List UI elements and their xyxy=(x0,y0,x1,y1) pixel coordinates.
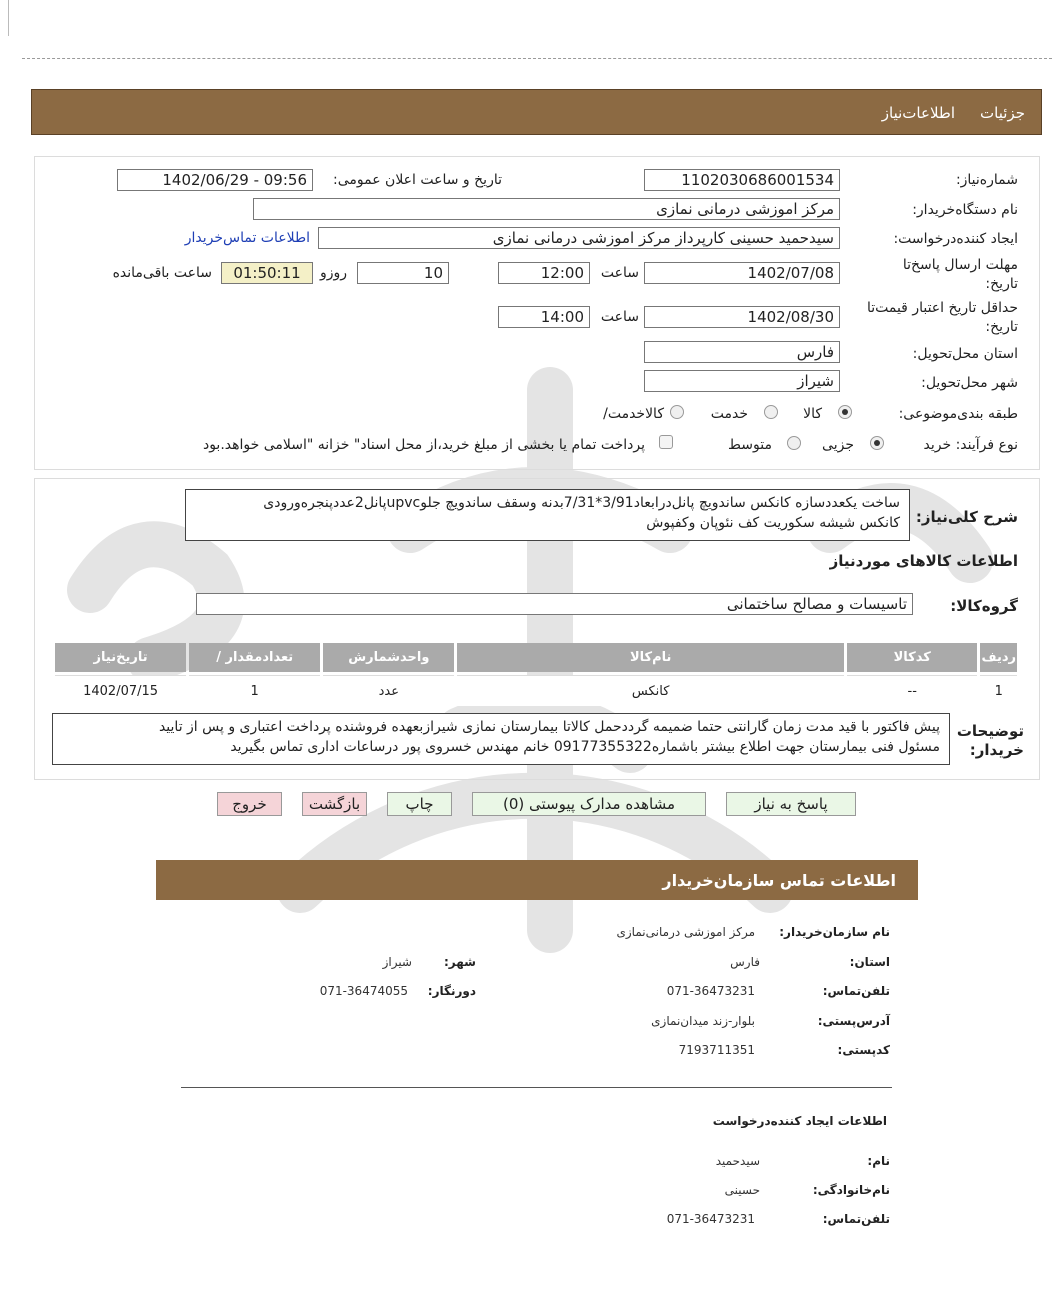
contact-divider xyxy=(181,1087,892,1088)
tab-details[interactable]: جزئیات xyxy=(980,104,1025,122)
buyer-notes-label-1: توضیحات xyxy=(956,722,1024,740)
col-quantity: تعدادمقدار / xyxy=(189,643,320,672)
cell-need-date: 1402/07/15 xyxy=(55,675,186,706)
summary-line-2: کانکس شیشه سکوریت کف نئوپان وکفپوش xyxy=(646,515,900,531)
contact-postal-label: کدپستی: xyxy=(837,1043,890,1057)
announce-label: تاریخ و ساعت اعلان عمومی: xyxy=(333,172,502,188)
announce-datetime-field: 1402/06/29 - 09:56 xyxy=(117,169,313,191)
print-button[interactable]: چاپ xyxy=(387,792,452,816)
contact-address-value: بلوار-زند میدان‌نمازی xyxy=(651,1014,755,1028)
cell-code: -- xyxy=(847,675,978,706)
process-medium-radio[interactable] xyxy=(787,436,801,450)
buyer-org-field: مرکز اموزشی درمانی نمازی xyxy=(253,198,840,220)
deadline-time-label: ساعت xyxy=(600,265,639,281)
need-number-field: 1102030686001534 xyxy=(644,169,840,191)
col-name: نام‌کالا xyxy=(457,643,844,672)
buyer-notes-line-2: مسئول فنی بیمارستان جهت اطلاع بیشتر باشماره09177355322 خانم مهندس خسروی پور درساعات اداری تماس بگیرید xyxy=(230,739,940,755)
remaining-label: ساعت باقی‌مانده xyxy=(112,265,212,281)
creator-heading: اطلاعات ایجاد کننده‌درخواست xyxy=(712,1114,887,1128)
goods-heading: اطلاعات کالاهای موردنیاز xyxy=(829,552,1018,570)
treasury-payment-checkbox[interactable] xyxy=(659,435,673,449)
creator-phone-label: تلفن‌تماس: xyxy=(822,1212,890,1226)
contact-city-label: شهر: xyxy=(444,955,476,969)
exit-button[interactable]: خروج xyxy=(217,792,282,816)
col-need-date: تاریخ‌نیاز xyxy=(55,643,186,672)
need-number-label: شماره‌نیاز: xyxy=(955,172,1018,188)
tab-need-info[interactable]: اطلاعات‌نیاز xyxy=(881,104,955,122)
contact-header-bar xyxy=(156,860,918,900)
back-button[interactable]: بازگشت xyxy=(302,792,367,816)
frame-edge xyxy=(8,0,9,36)
deadline-date-field: 1402/07/08 xyxy=(644,262,840,284)
category-service-radio[interactable] xyxy=(764,405,778,419)
contact-address-label: آدرس‌پستی: xyxy=(817,1014,890,1028)
creator-family-value: حسینی xyxy=(724,1183,760,1197)
deadline-time-field: 12:00 xyxy=(498,262,590,284)
category-label: طبقه بندی‌موضوعی: xyxy=(898,406,1018,422)
goods-group-field: تاسیسات و مصالح ساختمانی xyxy=(196,593,913,615)
creator-name-value: سیدحمید xyxy=(715,1154,760,1168)
table-row xyxy=(55,675,1017,706)
contact-org-value: مرکز اموزشی درمانی‌نمازی xyxy=(616,925,755,939)
buyer-notes-line-1: پیش فاکتور با قید مدت زمان گارانتی حتما ضمیمه گرددحمل کالاتا بیمارستان نمازی شیرازبعهده فروشنده پرداخت اعتباری و پس از تایید xyxy=(158,719,940,735)
contact-postal-value: 7193711351 xyxy=(678,1043,755,1057)
top-divider xyxy=(22,58,1052,59)
cell-quantity: 1 xyxy=(189,675,320,706)
summary-label: شرح کلی‌نیاز: xyxy=(915,508,1018,526)
category-goods-service-radio[interactable] xyxy=(670,405,684,419)
col-code: کدکالا xyxy=(847,643,978,672)
category-goods-label: کالا xyxy=(803,406,822,422)
contact-province-label: استان: xyxy=(849,955,890,969)
table-header-row xyxy=(55,643,1017,672)
summary-text-box xyxy=(185,489,910,541)
creator-field: سیدحمید حسینی کارپرداز مرکز اموزشی درمانی نمازی xyxy=(318,227,840,249)
buyer-org-label: نام دستگاه‌خریدار: xyxy=(912,202,1018,218)
col-row: ردیف xyxy=(980,643,1017,672)
deadline-label: مهلت ارسال پاسخ‌تا تاریخ: xyxy=(902,257,1018,292)
category-goods-radio[interactable] xyxy=(838,405,852,419)
creator-name-label: نام: xyxy=(867,1154,890,1168)
cell-name: کانکس xyxy=(457,675,844,706)
category-goods-service-label: کالا‌خدمت/ xyxy=(603,406,664,422)
contact-fax-value: 071-36474055 xyxy=(319,984,408,998)
contact-fax-label: دورنگار: xyxy=(427,984,476,998)
contact-title: اطلاعات تماس سازمان‌خریدار xyxy=(662,871,896,890)
page-header-bar xyxy=(31,89,1042,135)
col-unit: واحدشمارش xyxy=(323,643,454,672)
province-label: استان محل‌تحویل: xyxy=(912,346,1018,362)
buyer-notes-box xyxy=(52,713,950,765)
remaining-time-field: 01:50:11 xyxy=(221,262,313,284)
contact-org-label: نام سازمان‌خریدار: xyxy=(779,925,890,939)
treasury-payment-note: پرداخت تمام یا بخشی از مبلغ خرید،از محل اسناد" خزانه "اسلامی خواهد.بود xyxy=(202,437,645,453)
city-field: شیراز xyxy=(644,370,840,392)
validity-time-label: ساعت xyxy=(600,309,639,325)
attachments-button[interactable]: مشاهده مدارک پیوستی (0) xyxy=(472,792,706,816)
creator-phone-value: 071-36473231 xyxy=(666,1212,755,1226)
reply-button[interactable]: پاسخ به نیاز xyxy=(726,792,856,816)
summary-line-1: ساخت یکعددسازه کانکس ساندویچ پانل‌درابعاد3/91*7/31بدنه وسقف ساندویچ جلوupvcپانل2عددپنجره‌ورودی xyxy=(263,495,900,511)
contact-phone-label: تلفن‌تماس: xyxy=(822,984,890,998)
contact-phone-value: 071-36473231 xyxy=(666,984,755,998)
process-minor-radio[interactable] xyxy=(870,436,884,450)
province-field: فارس xyxy=(644,341,840,363)
cell-unit: عدد xyxy=(323,675,454,706)
contact-city-value: شیراز xyxy=(382,955,412,969)
creator-label: ایجاد کننده‌درخواست: xyxy=(893,231,1018,247)
category-service-label: خدمت xyxy=(710,406,748,422)
contact-province-value: فارس xyxy=(730,955,760,969)
validity-time-field: 14:00 xyxy=(498,306,590,328)
process-medium-label: متوسط xyxy=(728,437,772,453)
validity-date-field: 1402/08/30 xyxy=(644,306,840,328)
goods-group-label: گروه‌کالا: xyxy=(950,597,1018,615)
city-label: شهر محل‌تحویل: xyxy=(921,375,1018,391)
goods-table xyxy=(52,640,1020,709)
buyer-contact-link[interactable]: اطلاعات تماس‌خریدار xyxy=(184,230,310,246)
cell-row: 1 xyxy=(980,675,1017,706)
days-label: روز‌و xyxy=(319,265,347,281)
process-label: نوع فرآیند: خرید xyxy=(923,437,1018,453)
validity-label: حداقل تاریخ اعتبار قیمت‌تا تاریخ: xyxy=(866,300,1018,335)
creator-family-label: نام‌خانوادگی: xyxy=(812,1183,890,1197)
process-minor-label: جزیی xyxy=(822,437,854,453)
days-field: 10 xyxy=(357,262,449,284)
buyer-notes-label-2: خریدار: xyxy=(969,741,1024,759)
